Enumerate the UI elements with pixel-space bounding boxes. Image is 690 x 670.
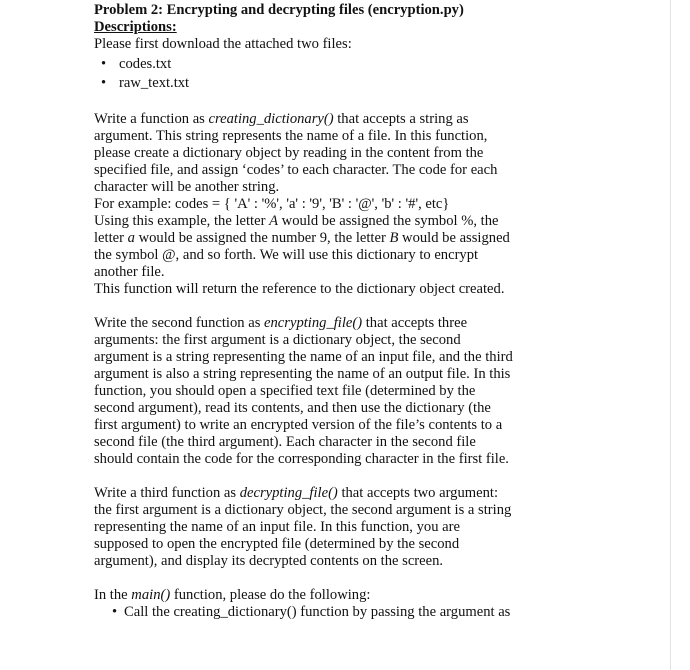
text-span: Write a function as [94,111,209,127]
bullet-icon: • [101,75,107,91]
function-name: decrypting_file() [239,485,338,501]
example-line: For example: codes = { 'A' : '%', 'a' : '9', 'B' : '@', 'b' : '#', etc} [94,196,450,212]
text-line: argument), and display its decrypted contents on the screen. [94,553,444,569]
text-line: arguments: the first argument is a dictionary object, the second [94,332,461,348]
text-span: would be assigned the symbol %, the [278,213,499,229]
text-line: function, you should open a specified text file (determined by the [94,383,476,399]
text-line: first argument) to write an encrypted version of the file’s contents to a [94,417,503,433]
file-name: codes.txt [119,56,172,72]
text-line: representing the name of an input file. In this function, you are [94,519,460,535]
text-line: the symbol @, and so forth. We will use this dictionary to encrypt [94,247,479,263]
paragraph-gap [94,468,659,485]
text-line [94,213,659,230]
text-line: supposed to open the encrypted file (determined by the second [94,536,460,552]
paragraph-encrypting-file [94,315,659,468]
text-line: second argument), read its contents, and then use the dictionary (the [94,400,491,416]
file-list [94,56,659,92]
text-span: Using this example, the letter [94,213,270,229]
text-line: argument is a string representing the name of an input file, and the third [94,349,513,365]
text-span: would be assigned [398,230,510,246]
text-line [94,587,659,604]
text-line [94,230,659,247]
text-line: This function will return the reference to the dictionary object created. [94,281,505,297]
function-name: encrypting_file() [264,315,363,331]
text-line: specified file, and assign ‘codes’ to each character. The code for each [94,162,498,178]
text-span: that accepts three [362,315,468,331]
text-span: that accepts a string as [333,111,469,127]
text-line [94,485,659,502]
letter-variable: B [389,230,399,246]
document-content [94,2,659,621]
paragraph-gap [94,94,659,111]
letter-variable: a [127,230,135,246]
bullet-icon: • [101,56,107,72]
text-span: Write the second function as [94,315,265,331]
intro-text: Please first download the attached two files: [94,36,352,52]
letter-variable: A [269,213,279,229]
paragraph-creating-dictionary [94,111,659,298]
file-list-item [94,75,659,92]
text-span: that accepts two argument: [337,485,499,501]
text-span: Write a third function as [94,485,240,501]
bullet-icon: • [112,604,118,620]
problem-title: Problem 2: Encrypting and decrypting files (encryption.py) [94,2,464,18]
text-line: argument. This string represents the name of a file. In this function, [94,128,488,144]
function-name: creating_dictionary() [208,111,334,127]
text-line: the first argument is a dictionary object, the second argument is a string [94,502,512,518]
paragraph-gap [94,570,659,587]
text-line: second file (the third argument). Each character in the second file [94,434,476,450]
text-line [94,111,659,128]
text-span: would be assigned the number 9, the letter [134,230,390,246]
descriptions-heading: Descriptions: [94,19,177,35]
main-step-text: Call the creating_dictionary() function by passing the argument as [124,604,511,620]
main-step-item [94,604,659,621]
text-span: In the [94,587,132,603]
text-span: letter [94,230,128,246]
text-line: another file. [94,264,165,280]
file-name: raw_text.txt [119,75,190,91]
paragraph-decrypting-file [94,485,659,570]
text-line: character will be another string. [94,179,280,195]
text-span: function, please do the following: [170,587,371,603]
paragraph-main-function [94,587,659,621]
paragraph-gap [94,298,659,315]
function-name: main() [131,587,171,603]
text-line [94,315,659,332]
text-line: argument is also a string representing the name of an output file. In this [94,366,511,382]
text-line: should contain the code for the corresponding character in the first file. [94,451,509,467]
file-list-item [94,56,659,73]
text-line: please create a dictionary object by reading in the content from the [94,145,484,161]
